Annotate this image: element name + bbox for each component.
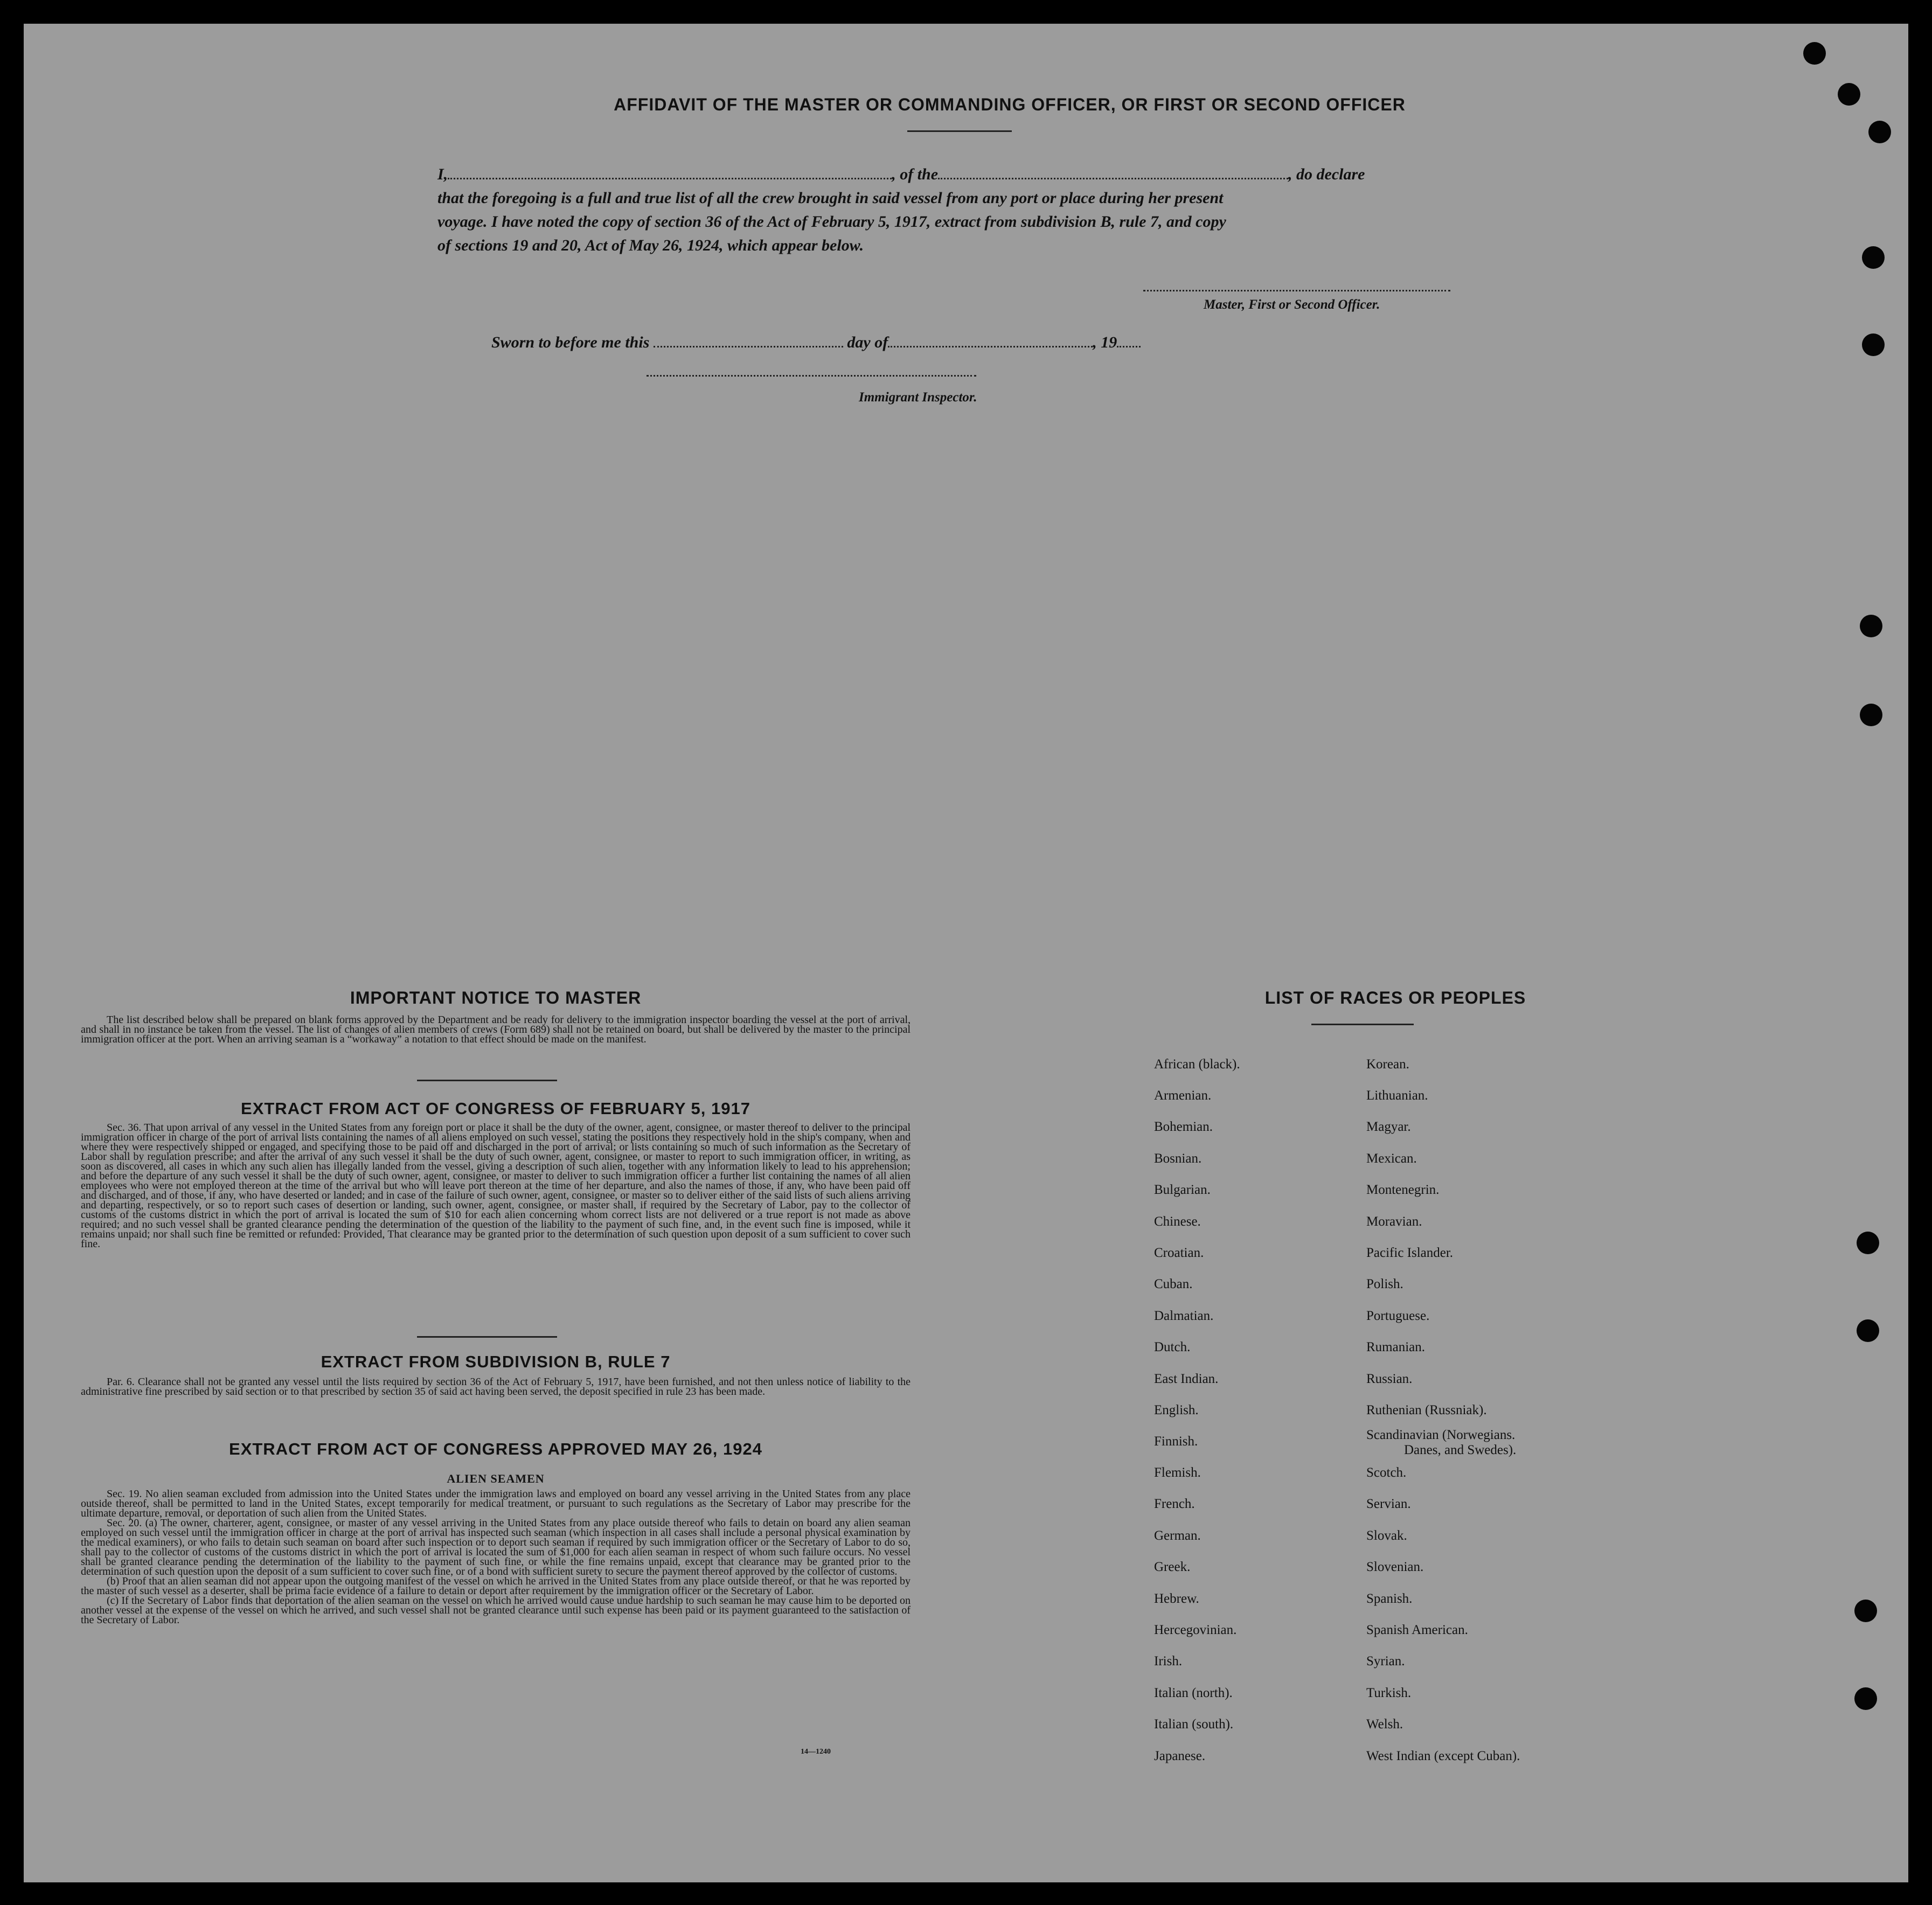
notice-text: The list described below shall be prepared on blank forms approved by the Department and be ready for delivery to the immigration inspector boarding the vessel at the port of arrival, and shall in no instance be taken from the vessel. The list of changes of alien members of crews (Form 689) shall not be retained on board, but shall be delivered by the master to the principal immigration officer at the port. When an arriving seaman is a “workaway” a notation to that effect should be made on the manifest. <box>81 1014 911 1045</box>
race-item: Finnish. <box>1154 1434 1198 1449</box>
races-list <box>1154 1057 1585 1763</box>
punch-hole <box>1857 1232 1879 1254</box>
race-item: Bosnian. <box>1154 1151 1202 1166</box>
race-item: Korean. <box>1366 1057 1409 1072</box>
race-item: West Indian (except Cuban). <box>1366 1749 1520 1763</box>
race-item-continuation: Danes, and Swedes). <box>1404 1443 1517 1457</box>
race-item: Croatian. <box>1154 1246 1204 1260</box>
race-item: Spanish. <box>1366 1591 1413 1606</box>
race-item: Lithuanian. <box>1366 1088 1428 1103</box>
punch-hole <box>1857 1319 1879 1342</box>
race-item: Ruthenian (Russniak). <box>1366 1403 1487 1417</box>
race-item: French. <box>1154 1497 1195 1511</box>
race-item: Armenian. <box>1154 1088 1212 1103</box>
race-item: Hercegovinian. <box>1154 1623 1237 1637</box>
race-item: Irish. <box>1154 1654 1183 1668</box>
sworn-month-field[interactable] <box>888 346 1093 347</box>
race-item: African (black). <box>1154 1057 1240 1072</box>
punch-hole <box>1860 615 1882 637</box>
race-item: Moravian. <box>1366 1214 1422 1229</box>
punch-hole <box>1854 1687 1877 1710</box>
form-page <box>24 24 1908 1882</box>
race-item: Bohemian. <box>1154 1120 1213 1134</box>
extract-1917-title: EXTRACT FROM ACT OF CONGRESS OF FEBRUARY 5, 1917 <box>241 1099 750 1118</box>
title-divider <box>1311 1024 1414 1025</box>
vessel-field[interactable] <box>938 178 1288 179</box>
affidavit-line-1: I, , of the , do declare <box>437 165 1365 183</box>
race-item: Slovenian. <box>1366 1560 1424 1574</box>
race-item: Magyar. <box>1366 1120 1411 1134</box>
affidavit-line-2: that the foregoing is a full and true list of all the crew brought in said vessel from any port or place during her present <box>437 189 1224 207</box>
race-item: Italian (south). <box>1154 1717 1234 1732</box>
name-field[interactable] <box>448 178 892 179</box>
race-item: English. <box>1154 1403 1199 1417</box>
punch-hole <box>1862 333 1885 356</box>
race-item: Syrian. <box>1366 1654 1405 1668</box>
race-item: Rumanian. <box>1366 1340 1426 1354</box>
race-item: Turkish. <box>1366 1686 1412 1700</box>
race-item: Dalmatian. <box>1154 1309 1214 1323</box>
race-item: German. <box>1154 1528 1201 1543</box>
race-item: Bulgarian. <box>1154 1183 1211 1197</box>
punch-hole <box>1868 121 1891 143</box>
punch-hole <box>1838 83 1860 106</box>
sworn-line: Sworn to before me this day of , 19 <box>491 331 1246 354</box>
race-item: Russian. <box>1366 1372 1413 1386</box>
race-item: Welsh. <box>1366 1717 1403 1732</box>
race-item: Cuban. <box>1154 1277 1193 1291</box>
race-item: Servian. <box>1366 1497 1411 1511</box>
race-item: Hebrew. <box>1154 1591 1199 1606</box>
sworn-day-field[interactable] <box>654 346 843 347</box>
notice-title: IMPORTANT NOTICE TO MASTER <box>350 988 642 1007</box>
extract-1917-text: Sec. 36. That upon arrival of any vessel in the United States from any foreign port or place it shall be the duty of the owner, agent, consignee, or master thereof to deliver to the principal immigration officer in charge of the port of arrival lists containing the names of all aliens employed on such vessel, stating the positions they respectively hold in the ship's company, when and where they were respectively shipped or engaged, and specifying those to be paid off and discharged in the port of arrival; or lists containing so much of such information as the Secretary of Labor shall by regulation prescribe; and after the arrival of any such vessel it shall be the duty of such owner, agent, consignee, or master to report to such immigration officer, in writing, as soon as discovered, all cases in which any such alien has illegally landed from the vessel, giving a description of such alien, together with any information likely to lead to his apprehension; and before the departure of any such vessel it shall be the duty of such owner, agent, consignee, or master to deliver to such immigration officer a further list containing the names of all alien employees who were not employed thereon at the time of the arrival but who will leave port thereon at the time of her departure, and also the names of those, if any, who have been paid off and discharged, and of those, if any, who have deserted or landed; and in case of the failure of such owner, agent, consignee, or master so to deliver either of the said lists of such aliens arriving and departing, respectively, or so to report such cases of desertion or landing, such owner, agent, consignee, or master shall, if required by the Secretary of Labor, pay to the collector of customs of the customs district in which the port of arrival is located the sum of $10 for each alien concerning whom correct lists are not delivered or a true report is not made as above required; and no such vessel shall be granted clearance pending the determination of the question of the liability to the payment of such fine, and, in the event such fine is imposed, while it remains unpaid; nor shall such fine be remitted or refunded: Provided, That clearance may be granted prior to the determination of such question upon deposit of a sum sufficient to cover such fine. <box>81 1122 911 1250</box>
rule7-text: Par. 6. Clearance shall not be granted any vessel until the lists required by section 36 of the Act of February 5, 1917, have been furnished, and not then unless notice of liability to the administrative fine prescribed by said section or to that prescribed by section 35 of said act having been served, the deposit specified in rule 23 has been made. <box>81 1376 911 1398</box>
punch-hole <box>1854 1600 1877 1622</box>
race-item: Chinese. <box>1154 1214 1201 1229</box>
races-title: LIST OF RACES OR PEOPLES <box>1264 988 1526 1007</box>
race-item: Portuguese. <box>1366 1309 1430 1323</box>
affidavit-line-4: of sections 19 and 20, Act of May 26, 1924, which appear below. <box>437 237 864 254</box>
race-item: Scandinavian (Norwegians. <box>1366 1428 1516 1442</box>
race-item: Polish. <box>1366 1277 1403 1291</box>
race-item: Scotch. <box>1366 1465 1407 1480</box>
affidavit-line-3: voyage. I have noted the copy of section 36 of the Act of February 5, 1917, extract from subdivision B, rule 7, and copy <box>437 213 1226 231</box>
section-divider <box>417 1080 557 1081</box>
race-item: Montenegrin. <box>1366 1183 1440 1197</box>
affidavit-title: AFFIDAVIT OF THE MASTER OR COMMANDING OFFICER, OR FIRST OR SECOND OFFICER <box>614 95 1406 114</box>
master-signature-label: Master, First or Second Officer. <box>1204 297 1380 312</box>
sworn-year-field[interactable] <box>1117 346 1141 347</box>
master-signature-field[interactable] <box>1143 290 1450 291</box>
inspector-signature-field[interactable] <box>647 375 976 377</box>
punch-hole <box>1803 42 1826 65</box>
alien-seamen-subtitle: ALIEN SEAMEN <box>447 1472 545 1485</box>
section-divider <box>417 1336 557 1338</box>
form-number: 14—1240 <box>801 1748 831 1756</box>
punch-hole <box>1860 704 1882 726</box>
punch-hole <box>1862 246 1885 269</box>
rule7-title: EXTRACT FROM SUBDIVISION B, RULE 7 <box>321 1352 671 1371</box>
race-item: East Indian. <box>1154 1372 1219 1386</box>
race-item: Pacific Islander. <box>1366 1246 1454 1260</box>
race-item: Greek. <box>1154 1560 1191 1574</box>
race-item: Japanese. <box>1154 1749 1206 1763</box>
race-item: Spanish American. <box>1366 1623 1468 1637</box>
inspector-signature-label: Immigrant Inspector. <box>859 390 977 405</box>
title-divider <box>907 130 1012 132</box>
race-item: Mexican. <box>1366 1151 1417 1166</box>
race-item: Italian (north). <box>1154 1686 1233 1700</box>
race-item: Flemish. <box>1154 1465 1201 1480</box>
race-item: Dutch. <box>1154 1340 1191 1354</box>
race-item: Slovak. <box>1366 1528 1407 1543</box>
extract-1924-title: EXTRACT FROM ACT OF CONGRESS APPROVED MAY 26, 1924 <box>229 1440 762 1458</box>
extract-1924-text: Sec. 19. No alien seaman excluded from admission into the United States under the immigration laws and employed on board any vessel arriving in the United States from any place outside thereof, shall be permitted to land in the United States, except temporarily for medical treatment, or pursuant to such regulations as the Secretary of Labor may prescribe for the ultimate departure, removal, or deportation of such alien from the United States. Sec. 20. (a) The owner, charterer, agent, consignee, or master of any vessel arriving in the United States from any place outside thereof who fails to detain on board any alien seaman employed on such vessel until the immigration officer in charge at the port of arrival has inspected such seaman (which inspection in all cases shall include a personal physical examination by the medical examiners), or who fails to detain such seaman on board after such inspection or to deport such seaman if required by such immigration officer or the Secretary of Labor to do so, shall pay to the collector of customs of the customs district in which the port of arrival is located the sum of $1,000 for each alien seaman in respect of whom such failure occurs. No vessel shall be granted clearance pending the determination of the liability to the payment of such fine, or while the fine remains unpaid, except that clearance may be granted prior to the determination of such question upon the deposit of a sum sufficient to cover such fine, or of a bond with sufficient surety to secure the payment thereof approved by the collector of customs. (b) Proof that an alien seaman did not appear upon the outgoing manifest of the vessel on which he arrived in the United States from any place outside thereof, or that he was reported by the master of such vessel as a deserter, shall be prima facie evidence of a failure to detain or deport after requirement by the immigration officer or the Secretary of Labor. (c) If the Secretary of Labor finds that deportation of the alien seaman on the vessel on which he arrived would cause undue hardship to such seaman he may cause him to be deported on another vessel at the expense of the vessel on which he arrived, and such vessel shall not be granted clearance until such expense has been paid or its payment guaranteed to the satisfaction of the Secretary of Labor. <box>81 1488 911 1626</box>
